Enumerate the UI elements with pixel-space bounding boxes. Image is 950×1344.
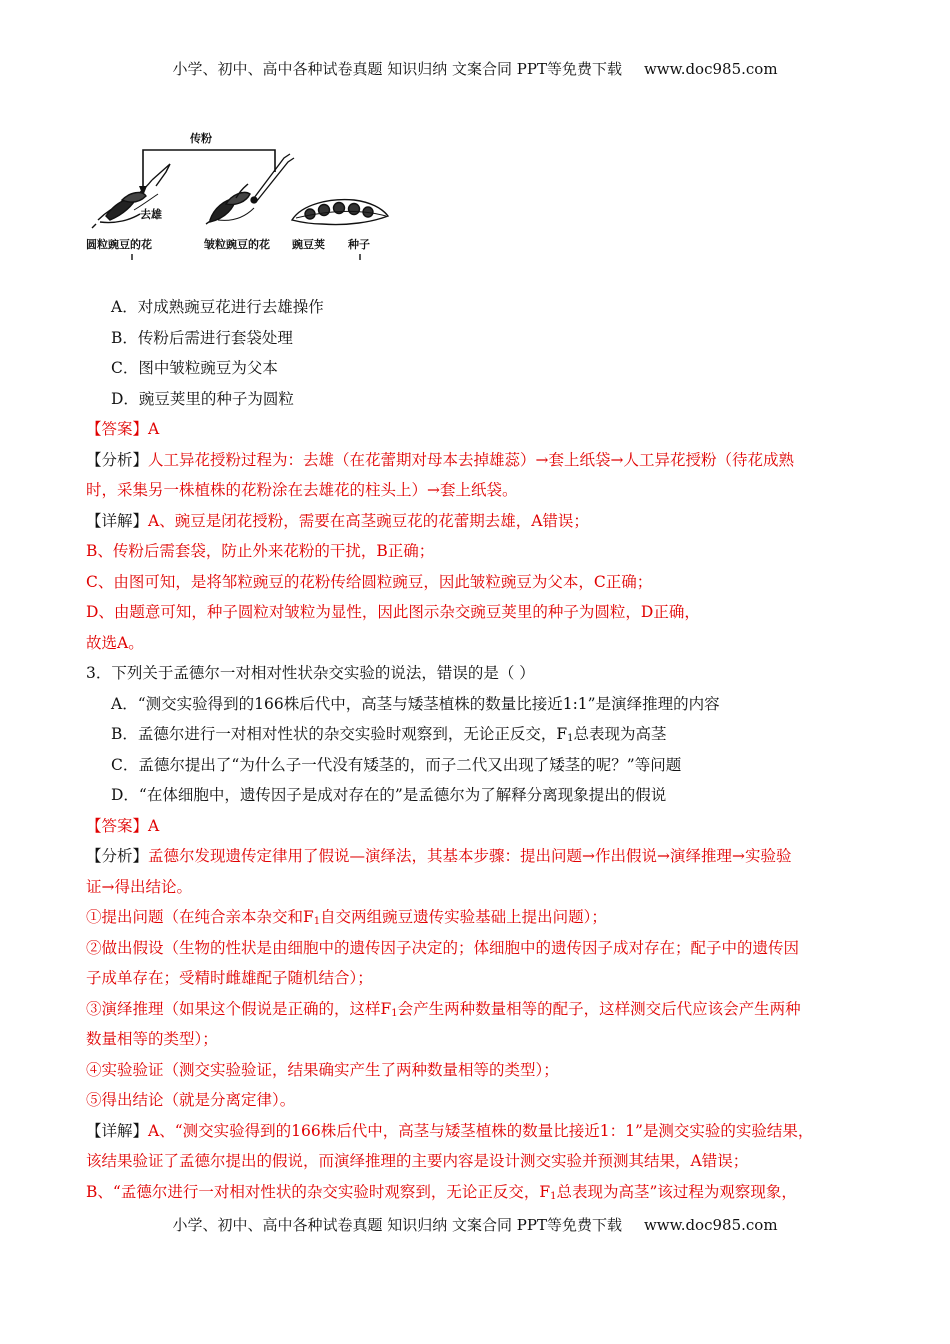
q3-option-c: C．孟德尔提出了“为什么子一代没有矮茎的，而子二代又出现了矮茎的呢？”等问题 [111,755,682,774]
wrinkled-pea-flower-icon [206,184,254,224]
q2-detail-line-1: 【详解】A、豌豆是闭花授粉，需要在高茎豌豆花的花蕾期去雄，A错误； [86,511,589,530]
q3-step-3a: ③演绎推理（如果这个假说是正确的，这样$F_1$会产生两种数量相等的配子，这样测交后代应该会产生两种 [86,999,801,1019]
bracket-line [132,254,360,260]
tweezers-icon [251,154,294,203]
q2-analysis-line-2: 时，采集另一株植株的花粉涂在去雄花的柱头上）→套上纸袋。 [86,481,518,499]
q3-step-1: ①提出问题（在纯合亲本杂交和$F_1$自交两组豌豆遗传实验基础上提出问题）； [86,908,607,927]
q2-analysis-tag: 【分析】 [86,450,149,469]
q3-step-2a: ②做出假设（生物的性状是由细胞中的遗传因子决定的；体细胞中的遗传因子成对存在；配子中的遗传因 [86,938,800,957]
q2-detail-line-2: B、传粉后需套袋，防止外来花粉的干扰，B正确； [86,542,435,560]
page-content [86,292,876,1207]
label-pollination: 传粉 [190,132,212,145]
header-url[interactable]: www.doc985.com [643,60,778,78]
q3-option-b: B．孟德尔进行一对相对性状的杂交实验时观察到，无论正反交，$F_1$总表现为高茎 [111,725,667,744]
header-text: 小学、初中、高中各种试卷真题 知识归纳 文案合同 PPT等免费下载 [172,60,622,78]
q2-detail-line-3: C、由图可知，是将邹粒豌豆的花粉传给圆粒豌豆，因此皱粒豌豆为父本，C正确； [86,572,653,591]
q3-answer: 【答案】A [86,816,160,835]
footer-text: 小学、初中、高中各种试卷真题 知识归纳 文案合同 PPT等免费下载 [172,1216,622,1234]
q2-option-a: A．对成熟豌豆花进行去雄操作 [111,298,324,316]
q3-step-3b: 数量相等的类型）； [86,1030,218,1048]
q3-step-4: ④实验验证（测交实验验证，结果确实产生了两种数量相等的类型）； [86,1060,559,1079]
label-wrinkled-flower: 皱粒豌豆的花 [204,238,270,251]
pea-cross-figure [86,128,392,260]
label-seed: 种子 [348,238,370,251]
q2-option-d: D．豌豆荚里的种子为圆粒 [111,389,294,408]
q3-analysis-line-2: 证→得出结论。 [86,877,192,896]
pea-pod-icon [292,200,388,225]
q2-answer: 【答案】A [86,420,160,438]
q3-option-a: A．“测交实验得到的166株后代中，高茎与矮茎植株的数量比接近1:1”是演绎推理的内容 [111,694,720,713]
q3-analysis-line-1: 【分析】孟德尔发现遗传定律用了假说—演绎法，其基本步骤：提出问题→作出假说→演绎推理→实验验 [86,847,792,865]
label-round-flower: 圆粒豌豆的花 [86,238,152,251]
q2-option-c: C．图中皱粒豌豆为父本 [111,359,278,377]
q3-detail-line-2: 该结果验证了孟德尔提出的假说，而演绎推理的主要内容是设计测交实验并预测其结果，A错误； [86,1152,749,1170]
pea-cross-diagram [86,128,392,260]
q2-conclusion: 故选A。 [86,633,144,652]
q3-detail-line-1: 【详解】A、“测交实验得到的166株后代中，高茎与矮茎植株的数量比接近1：1”是测交实验的实验结果， [86,1121,814,1140]
q2-option-b: B．传粉后需进行套袋处理 [111,328,293,347]
page-header [0,58,950,79]
page-footer [0,1214,950,1235]
q2-analysis-line-1: 【分析】人工异花授粉过程为：去雄（在花蕾期对母本去掉雄蕊）→套上纸袋→人工异花授粉（待花成熟 [86,450,794,469]
q3-step-2b: 子成单存在；受精时雌雄配子随机结合）； [86,969,373,987]
label-emasculation: 去雄 [140,208,162,221]
q3-stem: 3．下列关于孟德尔一对相对性状杂交实验的说法，错误的是（ ） [86,664,535,682]
q2-detail-tag: 【详解】 [86,511,149,530]
q3-step-5: ⑤得出结论（就是分离定律）。 [86,1091,296,1109]
q3-detail-tag: 【详解】 [86,1121,149,1140]
label-pod: 豌豆荚 [292,238,325,251]
footer-url[interactable]: www.doc985.com [643,1216,778,1234]
q3-detail-line-3: B、“孟德尔进行一对相对性状的杂交实验时观察到，无论正反交，$F_1$总表现为高茎”该过程为观察现象， [86,1182,797,1202]
q3-option-d: D．“在体细胞中，遗传因子是成对存在的”是孟德尔为了解释分离现象提出的假说 [111,786,667,804]
q3-analysis-tag: 【分析】 [86,847,149,865]
q2-detail-line-4: D、由题意可知，种子圆粒对皱粒为显性，因此图示杂交豌豆荚里的种子为圆粒，D正确， [86,603,700,621]
